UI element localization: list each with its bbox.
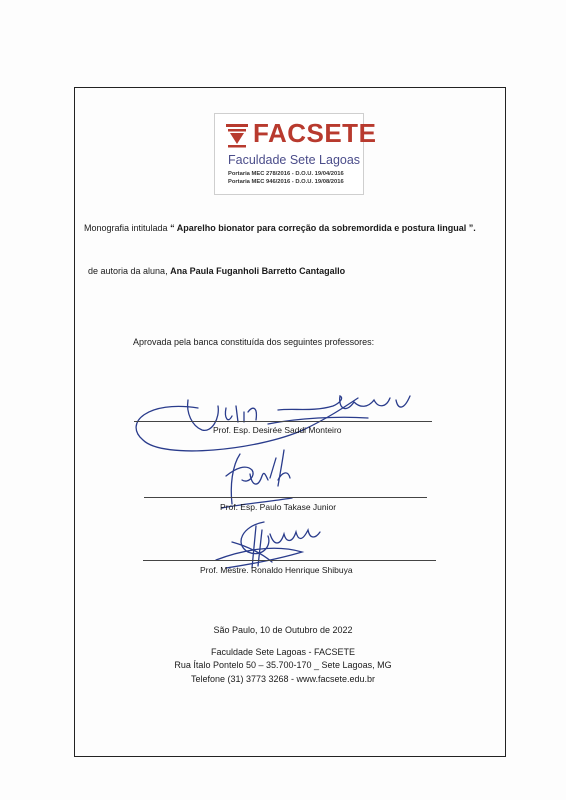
facsete-emblem-icon	[226, 124, 248, 148]
professor-name-1: Prof. Esp. Desirée Saddi Monteiro	[213, 425, 342, 435]
footer-institution: Faculdade Sete Lagoas - FACSETE	[210, 647, 356, 657]
monograph-title: “ Aparelho bionator para correção da sobremordida e postura lingual ”.	[170, 223, 476, 233]
logo-portaria-2: Portaria MEC 946/2016 - D.O.U. 19/08/2016	[228, 179, 344, 185]
logo-name: FACSETE	[253, 118, 377, 148]
author-prefix: de autoria da aluna,	[88, 266, 168, 276]
monograph-line	[84, 223, 476, 233]
footer-address: Rua Ítalo Pontelo 50 – 35.700-170 _ Sete Lagoas, MG	[174, 660, 392, 670]
author-name: Ana Paula Fuganholi Barretto Cantagallo	[170, 266, 346, 276]
logo-subtitle: Faculdade Sete Lagoas	[228, 153, 361, 167]
signature-line-3	[143, 560, 436, 561]
signature-line-1	[134, 421, 432, 422]
facsete-logo	[214, 113, 377, 195]
author-line	[88, 266, 345, 276]
footer-contact: Telefone (31) 3773 3268 - www.facsete.edu.br	[190, 674, 376, 684]
professor-name-2: Prof. Esp. Paulo Takase Junior	[220, 502, 337, 512]
approval-text: Aprovada pela banca constituída dos seguintes professores:	[133, 337, 375, 347]
signature-line-2	[144, 497, 427, 498]
professor-name-3: Prof. Mestre. Ronaldo Henrique Shibuya	[200, 565, 353, 575]
monograph-prefix: Monografia intitulada	[84, 223, 168, 233]
logo-portaria-1: Portaria MEC 278/2016 - D.O.U. 19/04/2016	[228, 171, 344, 177]
date-line: São Paulo, 10 de Outubro de 2022	[213, 625, 353, 635]
